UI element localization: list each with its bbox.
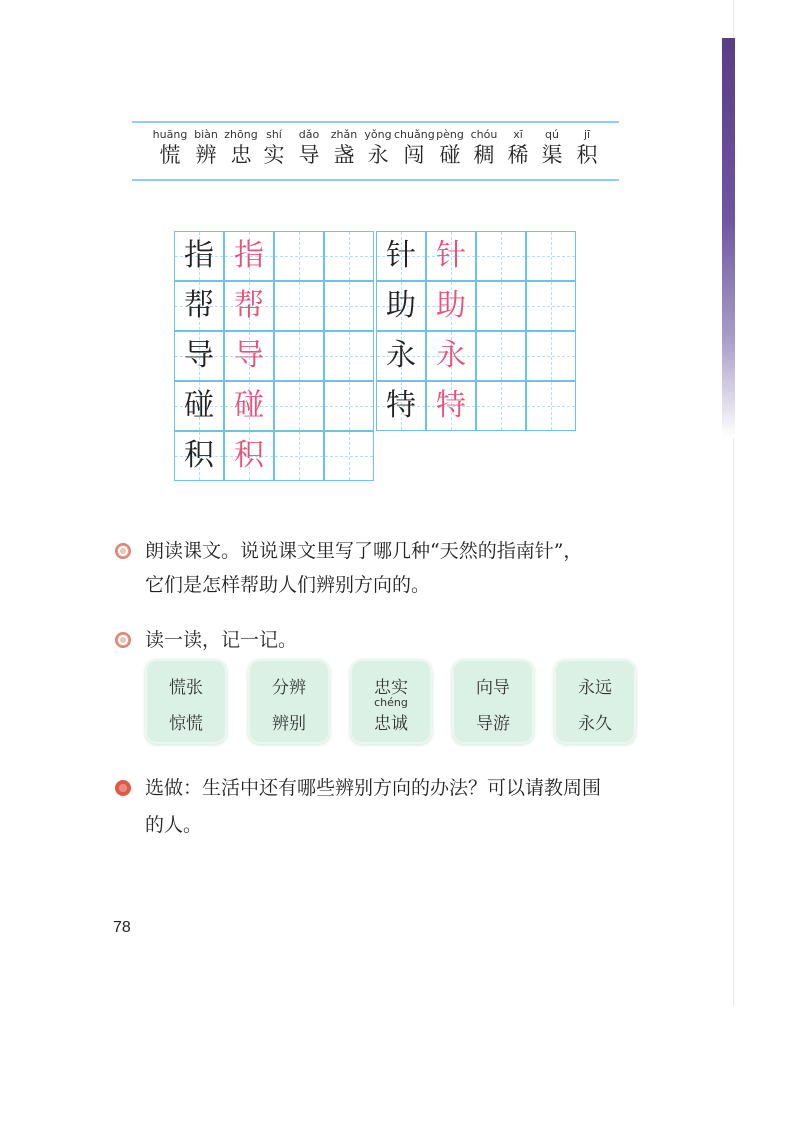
trace-char: 导 [234,338,264,373]
word-pinyin: chóu [470,128,498,141]
word-char: 忠 [230,143,252,167]
exercise3-line2: 的人。 [145,814,203,836]
word-pinyin: zhǎn [330,128,358,141]
grid-cell [174,331,224,381]
word-char: 辨 [195,143,217,167]
word-char: 稠 [473,143,495,167]
word-card [452,659,534,744]
exercise-bullet-icon [115,543,131,559]
grid-cell [224,331,274,381]
model-char: 永 [386,338,416,373]
word-char: 闯 [403,143,425,167]
word-char: 盏 [333,143,355,167]
grid-cell-empty[interactable] [274,331,324,381]
trace-char: 永 [436,338,466,373]
grid-cell [426,231,476,281]
card-word-1: 永远 [578,678,612,698]
word-pinyin: qú [545,128,559,141]
grid-cell-empty[interactable] [274,281,324,331]
grid-cell-empty[interactable] [476,281,526,331]
card-word-1: 忠实 [374,678,408,698]
grid-cell [224,231,274,281]
word-item [532,127,572,168]
word-char: 渠 [541,143,563,167]
grid-cell-empty[interactable] [274,231,324,281]
word-pinyin: zhōng [224,128,258,141]
word-char: 稀 [507,143,529,167]
grid-cell [174,281,224,331]
word-item [150,127,190,168]
exercise1-line2: 它们是怎样帮助人们辨别方向的。 [145,574,431,596]
grid-cell [426,281,476,331]
exercise3-line1: 选做：生活中还有哪些辨别方向的办法？可以请教周围 [145,777,602,799]
grid-cell [376,331,426,381]
word-card [248,659,330,744]
grid-cell [174,231,224,281]
word-card [145,659,227,744]
grid-cell-empty[interactable] [324,381,374,431]
exercise1-line1: 朗读课文。说说课文里写了哪几种“天然的指南针”， [145,540,583,562]
grid-cell-empty[interactable] [324,331,374,381]
word-pinyin: yǒng [364,128,392,141]
grid-cell-empty[interactable] [526,381,576,431]
card-word-2: 永久 [578,714,612,734]
card-word-2: 忠诚 [374,714,408,734]
card-word-1: 向导 [476,678,510,698]
word-card [350,659,432,744]
word-pinyin: jī [583,128,591,141]
word-item [358,127,398,168]
model-char: 帮 [184,288,214,323]
trace-char: 针 [436,238,466,273]
trace-char: 助 [436,288,466,323]
grid-cell [376,231,426,281]
grid-cell-empty[interactable] [324,431,374,481]
word-pinyin: biàn [194,128,218,141]
word-card [554,659,636,744]
word-pinyin: dǎo [298,128,320,141]
word-pinyin: shí [266,128,282,141]
word-char: 积 [576,143,598,167]
grid-cell [174,381,224,431]
trace-char: 积 [234,438,264,473]
grid-cell [224,381,274,431]
word-pinyin: huāng [152,128,188,141]
grid-cell-empty[interactable] [526,231,576,281]
optional-exercise-bullet-icon [115,780,131,796]
grid-cell-empty[interactable] [324,231,374,281]
model-char: 指 [184,238,214,273]
grid-cell [426,381,476,431]
model-char: 积 [184,438,214,473]
model-char: 特 [386,388,416,423]
card-word-2: 辨别 [272,714,306,734]
word-char: 慌 [159,143,181,167]
grid-cell-empty[interactable] [476,231,526,281]
grid-cell [426,331,476,381]
grid-cell [376,381,426,431]
word-item [186,127,226,168]
word-char: 碰 [439,143,461,167]
trace-char: 帮 [234,288,264,323]
grid-cell [224,431,274,481]
card-word-2: 惊慌 [169,714,203,734]
side-color-band [722,38,735,438]
model-char: 导 [184,338,214,373]
word-item [567,127,607,168]
exercise2-title: 读一读，记一记。 [145,629,298,651]
model-char: 助 [386,288,416,323]
trace-char: 指 [234,238,264,273]
card-word-2: 导游 [476,714,510,734]
trace-char: 碰 [234,388,264,423]
grid-cell-empty[interactable] [476,331,526,381]
word-item [394,127,434,168]
grid-cell-empty[interactable] [274,431,324,481]
trace-char: 特 [436,388,466,423]
card-pinyin: chéng [374,696,408,709]
grid-cell [174,431,224,481]
word-pinyin: xī [513,128,523,141]
model-char: 碰 [184,388,214,423]
exercise-bullet-icon [115,632,131,648]
word-item [254,127,294,168]
card-word-1: 分辨 [272,678,306,698]
grid-cell [376,281,426,331]
grid-cell-empty[interactable] [526,281,576,331]
model-char: 针 [386,238,416,273]
card-word-1: 慌张 [169,678,203,698]
word-char: 永 [367,143,389,167]
word-pinyin: chuǎng [394,128,435,141]
word-pinyin: pèng [436,128,464,141]
grid-cell-empty[interactable] [476,381,526,431]
word-char: 导 [298,143,320,167]
grid-cell-empty[interactable] [274,381,324,431]
grid-cell-empty[interactable] [324,281,374,331]
grid-cell [224,281,274,331]
new-words-band [132,121,619,181]
word-item [289,127,329,168]
page-number: 78 [113,919,131,936]
word-char: 实 [263,143,285,167]
grid-cell-empty[interactable] [526,331,576,381]
